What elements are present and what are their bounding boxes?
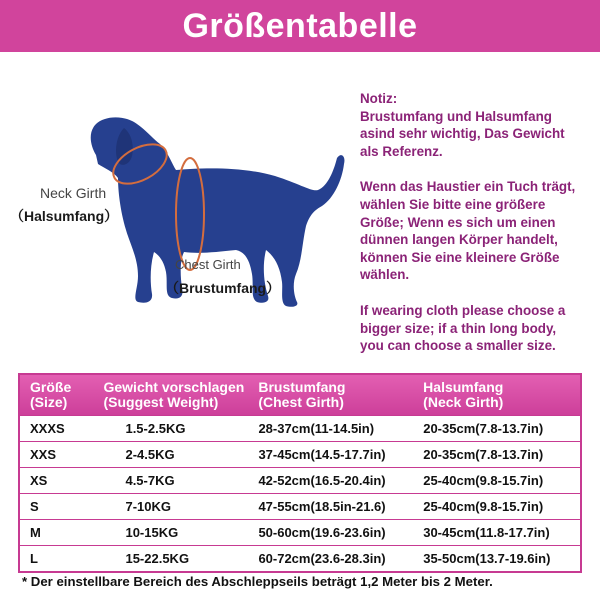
- cell-chest: 37-45cm(14.5-17.7in): [258, 447, 386, 462]
- header-neck: [417, 380, 580, 410]
- neck-girth-label: Neck Girth: [40, 185, 107, 201]
- cell-neck: 30-45cm(11.8-17.7in): [423, 525, 550, 540]
- note-line: Notiz:: [360, 91, 398, 106]
- note-line: asind sehr wichtig, Das Gewicht: [360, 126, 565, 142]
- header-subtext: (Suggest Weight): [103, 394, 219, 410]
- size-table: [18, 373, 582, 573]
- dog-figure: [0, 60, 360, 360]
- cell-chest: 50-60cm(19.6-23.6in): [258, 525, 386, 540]
- header-size: [20, 380, 99, 410]
- table-row: [20, 493, 580, 519]
- note-paragraph-3: [360, 302, 595, 355]
- cell-neck: 35-50cm(13.7-19.6in): [423, 551, 551, 566]
- brustumfang-label: （Brustumfang）: [165, 280, 281, 296]
- chest-girth-label: Chest Girth: [175, 257, 241, 272]
- cell-chest: 60-72cm(23.6-28.3in): [258, 551, 386, 566]
- cell-weight: 7-10KG: [125, 499, 171, 514]
- note-paragraph-2: [360, 178, 595, 284]
- header-text: Gewicht vorschlagen: [103, 379, 245, 395]
- cell-weight: 2-4.5KG: [125, 447, 175, 462]
- note-line: dünnen langen Körper handelt,: [360, 232, 558, 248]
- note-paragraph-1: [360, 90, 595, 160]
- header-subtext: (Neck Girth): [423, 394, 504, 410]
- cell-size: L: [30, 551, 38, 566]
- table-row: [20, 519, 580, 545]
- note-line: Wenn das Haustier ein Tuch trägt,: [360, 179, 576, 195]
- footer-note: * Der einstellbare Bereich des Abschleppseils beträgt 1,2 Meter bis 2 Meter.: [22, 574, 493, 589]
- cell-neck: 25-40cm(9.8-15.7in): [423, 473, 544, 488]
- header-weight: [99, 380, 258, 410]
- header-chest: [258, 380, 417, 410]
- cell-size: M: [30, 525, 41, 540]
- cell-weight: 10-15KG: [125, 525, 179, 540]
- cell-size: XXS: [30, 447, 57, 462]
- cell-chest: 42-52cm(16.5-20.4in): [258, 473, 386, 488]
- note-line: wählen Sie bitte eine größere: [360, 196, 546, 212]
- cell-weight: 15-22.5KG: [125, 551, 190, 566]
- cell-neck: 20-35cm(7.8-13.7in): [423, 447, 544, 462]
- cell-weight: 1.5-2.5KG: [125, 421, 186, 436]
- cell-neck: 20-35cm(7.8-13.7in): [423, 421, 544, 436]
- header-text: Halsumfang: [423, 379, 504, 395]
- note-line: bigger size; if a thin long body,: [360, 320, 557, 336]
- cell-chest: 28-37cm(11-14.5in): [258, 421, 375, 436]
- header-text: Brustumfang: [258, 379, 346, 395]
- note-block: [360, 90, 595, 373]
- cell-neck: 25-40cm(9.8-15.7in): [423, 499, 544, 514]
- cell-chest: 47-55cm(18.5in-21.6): [258, 499, 386, 514]
- cell-size: XS: [30, 473, 48, 488]
- table-row: [20, 415, 580, 441]
- cell-weight: 4.5-7KG: [125, 473, 175, 488]
- title-bar: [0, 0, 600, 52]
- header-subtext: (Size): [30, 394, 68, 410]
- note-line: als Referenz.: [360, 143, 443, 159]
- page-title: Größentabelle: [182, 6, 418, 45]
- note-line: wählen.: [360, 267, 410, 283]
- note-line: you can choose a smaller size.: [360, 338, 556, 354]
- note-line: können Sie eine kleinere Größe: [360, 249, 560, 265]
- header-text: Größe: [30, 379, 72, 395]
- table-row: [20, 467, 580, 493]
- halsumfang-label: （Halsumfang）: [10, 208, 119, 224]
- header-subtext: (Chest Girth): [258, 394, 344, 410]
- note-line: If wearing cloth please choose a: [360, 302, 566, 318]
- note-line: Brustumfang und Halsumfang: [360, 108, 552, 124]
- cell-size: S: [30, 499, 39, 514]
- note-line: Größe; Wenn es sich um einen: [360, 214, 556, 230]
- table-row: [20, 441, 580, 467]
- cell-size: XXXS: [30, 421, 65, 436]
- table-header: [20, 375, 580, 415]
- table-row: [20, 545, 580, 571]
